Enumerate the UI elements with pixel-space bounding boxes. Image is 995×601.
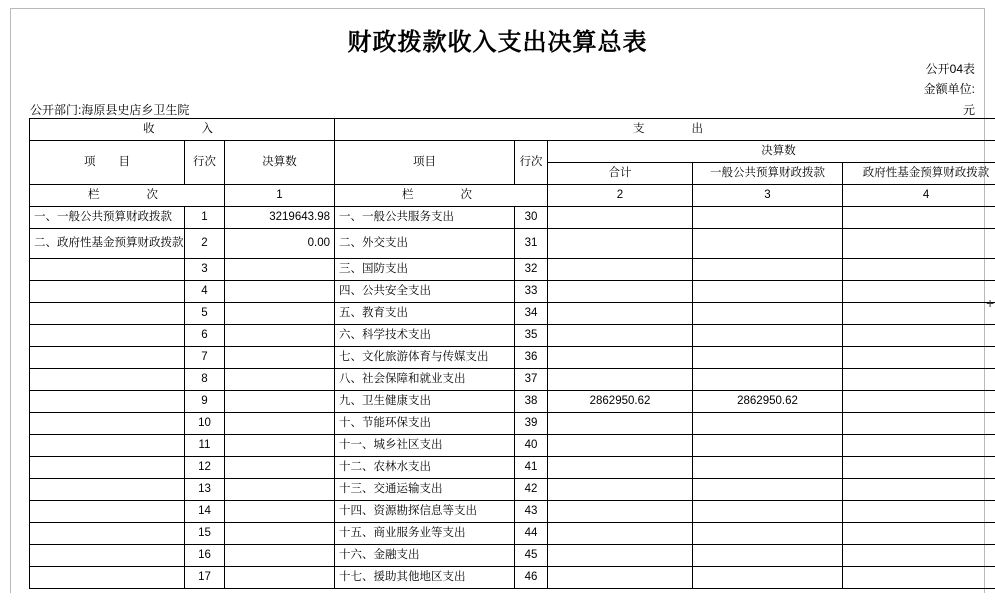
cell-income-item (30, 545, 185, 567)
cell-expense-line: 34 (515, 303, 548, 325)
table-row (30, 435, 995, 457)
cell-income-item (30, 325, 185, 347)
header-income-line: 行次 (185, 141, 225, 185)
cell-income-final (225, 369, 335, 391)
table-row (30, 479, 995, 501)
cell-income-line: 4 (185, 281, 225, 303)
cell-expense-item: 十三、交通运输支出 (335, 479, 515, 501)
amount-unit-value: 元 (962, 103, 975, 117)
cell-income-final (225, 391, 335, 413)
table-row (30, 207, 995, 229)
table-row (30, 413, 995, 435)
cell-expense-gov-fund (843, 457, 995, 479)
cell-expense-general-public (693, 501, 843, 523)
sheet-top-border (10, 8, 985, 9)
cell-income-item (30, 369, 185, 391)
cell-income-line: 8 (185, 369, 225, 391)
cell-expense-line: 39 (515, 413, 548, 435)
cell-expense-item: 九、卫生健康支出 (335, 391, 515, 413)
cell-income-line: 2 (185, 229, 225, 259)
cell-expense-gov-fund (843, 207, 995, 229)
department-value: 海原县史店乡卫生院 (81, 103, 190, 117)
cell-expense-gov-fund (843, 369, 995, 391)
department-line (30, 101, 189, 118)
budget-table (29, 118, 995, 589)
cell-income-final (225, 457, 335, 479)
cell-expense-total (548, 229, 693, 259)
cell-expense-item: 十五、商业服务业等支出 (335, 523, 515, 545)
cell-income-final (225, 435, 335, 457)
cell-expense-line: 43 (515, 501, 548, 523)
cell-income-item (30, 347, 185, 369)
cell-expense-item: 十、节能环保支出 (335, 413, 515, 435)
cell-expense-total (548, 303, 693, 325)
cell-income-item (30, 567, 185, 589)
cell-expense-total (548, 413, 693, 435)
cell-income-final (225, 281, 335, 303)
header-expense-gov-fund: 政府性基金预算财政拨款 (843, 163, 995, 185)
cell-expense-total (548, 523, 693, 545)
cell-expense-item: 一、一般公共服务支出 (335, 207, 515, 229)
header-expense-line: 行次 (515, 141, 548, 185)
cell-income-line: 7 (185, 347, 225, 369)
cell-expense-gov-fund (843, 545, 995, 567)
cell-income-line: 16 (185, 545, 225, 567)
cell-expense-total (548, 281, 693, 303)
cell-expense-gov-fund (843, 229, 995, 259)
form-code: 公开04表 (925, 62, 975, 76)
expand-plus-icon[interactable]: + (986, 295, 995, 311)
cell-income-final (225, 325, 335, 347)
cell-expense-gov-fund (843, 479, 995, 501)
cell-expense-line: 41 (515, 457, 548, 479)
cell-income-final (225, 347, 335, 369)
cell-income-line: 9 (185, 391, 225, 413)
cell-expense-general-public (693, 325, 843, 347)
cell-income-line: 1 (185, 207, 225, 229)
cell-expense-item: 七、文化旅游体育与传媒支出 (335, 347, 515, 369)
table-row (30, 281, 995, 303)
cell-expense-general-public (693, 457, 843, 479)
cell-expense-line: 45 (515, 545, 548, 567)
cell-expense-gov-fund (843, 435, 995, 457)
cell-income-line: 13 (185, 479, 225, 501)
cell-expense-line: 46 (515, 567, 548, 589)
header-expense-general-public: 一般公共预算财政拨款 (693, 163, 843, 185)
cell-expense-line: 40 (515, 435, 548, 457)
cell-expense-general-public: 2862950.62 (693, 391, 843, 413)
column-number-expense-total: 2 (548, 185, 693, 207)
cell-expense-item: 八、社会保障和就业支出 (335, 369, 515, 391)
table-row (30, 303, 995, 325)
cell-expense-total (548, 567, 693, 589)
cell-expense-line: 33 (515, 281, 548, 303)
header-expense-total: 合计 (548, 163, 693, 185)
cell-expense-general-public (693, 545, 843, 567)
cell-income-item: 一、一般公共预算财政拨款 (30, 207, 185, 229)
cell-expense-total: 2862950.62 (548, 391, 693, 413)
cell-income-final (225, 545, 335, 567)
cell-income-item (30, 303, 185, 325)
cell-expense-line: 36 (515, 347, 548, 369)
cell-expense-line: 42 (515, 479, 548, 501)
cell-expense-general-public (693, 523, 843, 545)
cell-expense-gov-fund (843, 259, 995, 281)
cell-income-line: 3 (185, 259, 225, 281)
sheet-left-border (10, 8, 11, 593)
table-column-number-row (30, 185, 995, 207)
cell-income-line: 15 (185, 523, 225, 545)
cell-income-final (225, 501, 335, 523)
cell-income-final: 3219643.98 (225, 207, 335, 229)
table-row (30, 567, 995, 589)
cell-income-item (30, 523, 185, 545)
cell-expense-general-public (693, 413, 843, 435)
cell-expense-gov-fund (843, 347, 995, 369)
cell-income-final (225, 479, 335, 501)
table-row (30, 347, 995, 369)
cell-expense-gov-fund (843, 303, 995, 325)
cell-expense-gov-fund (843, 325, 995, 347)
cell-income-final: 0.00 (225, 229, 335, 259)
table-row (30, 523, 995, 545)
cell-expense-general-public (693, 259, 843, 281)
cell-expense-gov-fund (843, 281, 995, 303)
table-header-row-1 (30, 141, 995, 163)
header-expense-final: 决算数 (548, 141, 995, 163)
column-number-expense-gov-fund: 4 (843, 185, 995, 207)
cell-expense-item: 三、国防支出 (335, 259, 515, 281)
cell-expense-general-public (693, 303, 843, 325)
table-row (30, 325, 995, 347)
cell-income-line: 17 (185, 567, 225, 589)
cell-income-item (30, 479, 185, 501)
column-number-expense-general-public: 3 (693, 185, 843, 207)
cell-expense-total (548, 347, 693, 369)
amount-unit-label: 金额单位: (923, 82, 975, 96)
cell-income-item (30, 435, 185, 457)
cell-income-item (30, 259, 185, 281)
cell-expense-gov-fund (843, 523, 995, 545)
cell-expense-total (548, 207, 693, 229)
cell-expense-total (548, 259, 693, 281)
cell-expense-gov-fund (843, 501, 995, 523)
cell-expense-total (548, 501, 693, 523)
cell-expense-total (548, 545, 693, 567)
cell-income-final (225, 413, 335, 435)
cell-expense-item: 四、公共安全支出 (335, 281, 515, 303)
table-row (30, 457, 995, 479)
cell-expense-general-public (693, 207, 843, 229)
table-row (30, 259, 995, 281)
cell-expense-item: 二、外交支出 (335, 229, 515, 259)
cell-expense-general-public (693, 479, 843, 501)
cell-income-item: 二、政府性基金预算财政拨款 (30, 229, 185, 259)
table-row (30, 369, 995, 391)
cell-expense-general-public (693, 435, 843, 457)
cell-expense-total (548, 457, 693, 479)
cell-income-line: 10 (185, 413, 225, 435)
cell-expense-line: 32 (515, 259, 548, 281)
cell-expense-gov-fund (843, 391, 995, 413)
cell-expense-general-public (693, 229, 843, 259)
cell-expense-line: 38 (515, 391, 548, 413)
cell-income-item (30, 413, 185, 435)
cell-income-line: 6 (185, 325, 225, 347)
cell-expense-gov-fund (843, 567, 995, 589)
cell-expense-general-public (693, 347, 843, 369)
page-title: 财政拨款收入支出决算总表 (347, 30, 648, 56)
cell-expense-total (548, 369, 693, 391)
cell-income-line: 14 (185, 501, 225, 523)
cell-expense-general-public (693, 369, 843, 391)
table-row (30, 229, 995, 259)
cell-expense-line: 44 (515, 523, 548, 545)
cell-expense-item: 十二、农林水支出 (335, 457, 515, 479)
cell-expense-item: 十七、援助其他地区支出 (335, 567, 515, 589)
group-header-income: 收 入 (30, 119, 335, 141)
cell-expense-item: 十六、金融支出 (335, 545, 515, 567)
cell-income-line: 11 (185, 435, 225, 457)
cell-income-line: 5 (185, 303, 225, 325)
header-expense-item: 项目 (335, 141, 515, 185)
cell-expense-gov-fund (843, 413, 995, 435)
table-group-header-row (30, 119, 995, 141)
cell-income-final (225, 523, 335, 545)
cell-expense-item: 六、科学技术支出 (335, 325, 515, 347)
department-label: 公开部门: (30, 103, 82, 117)
cell-income-item (30, 457, 185, 479)
cell-expense-line: 37 (515, 369, 548, 391)
column-number-income-final: 1 (225, 185, 335, 207)
cell-expense-total (548, 325, 693, 347)
table-row (30, 391, 995, 413)
cell-income-final (225, 567, 335, 589)
cell-income-line: 12 (185, 457, 225, 479)
group-header-expense: 支 出 (335, 119, 995, 141)
cell-expense-line: 31 (515, 229, 548, 259)
header-income-final: 决算数 (225, 141, 335, 185)
column-label-income: 栏 次 (30, 185, 225, 207)
cell-expense-item: 十四、资源勘探信息等支出 (335, 501, 515, 523)
cell-expense-item: 五、教育支出 (335, 303, 515, 325)
table-row (30, 501, 995, 523)
cell-expense-line: 35 (515, 325, 548, 347)
cell-income-item (30, 391, 185, 413)
cell-income-item (30, 281, 185, 303)
table-row (30, 545, 995, 567)
cell-expense-total (548, 435, 693, 457)
cell-expense-general-public (693, 281, 843, 303)
cell-expense-total (548, 479, 693, 501)
cell-expense-item: 十一、城乡社区支出 (335, 435, 515, 457)
cell-income-final (225, 303, 335, 325)
cell-income-item (30, 501, 185, 523)
column-label-expense: 栏 次 (335, 185, 548, 207)
cell-income-final (225, 259, 335, 281)
cell-expense-general-public (693, 567, 843, 589)
header-income-item: 项 目 (30, 141, 185, 185)
cell-expense-line: 30 (515, 207, 548, 229)
